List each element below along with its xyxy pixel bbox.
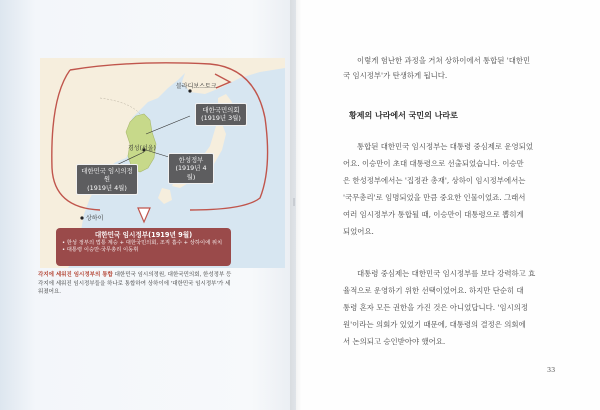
hansung-gov-box	[168, 153, 214, 184]
body-line: 서 논의되고 승인받아야 했어요.	[343, 337, 446, 346]
body-line: 원'이라는 의회가 있었기 때문에, 대통령의 결정은 의회에	[343, 320, 526, 329]
provisional-assembly-name: 대한민국 임시의정원	[81, 167, 133, 184]
hansung-gov-date: (1919년 4월)	[175, 164, 207, 181]
merged-government-title: 대한민국 임시정부(1919년 9월)	[94, 231, 193, 239]
national-assembly-name: 대한국민의회	[202, 106, 240, 114]
caption-text: 워졌어요.	[38, 289, 62, 296]
provisional-assembly-box	[76, 164, 138, 195]
intro-line: 이렇게 험난한 과정을 거쳐 상하이에서 통합된 '대한민	[357, 56, 531, 65]
vladivostok-label: 블라디보스토크	[176, 83, 217, 90]
body-line: 통합된 대한민국 임시정부는 대통령 중심제로 운영되었	[357, 142, 533, 151]
provisional-assembly-date: (1919년 4월)	[87, 183, 127, 192]
hansung-gov-name: 한성정부	[178, 156, 204, 164]
body-line: 되었어요.	[343, 227, 374, 236]
book-gutter	[290, 0, 302, 410]
page-edge-mark	[293, 198, 295, 206]
body-line: 율적으로 운영하기 위한 선택이었어요. 하지만 단순히 대	[343, 286, 524, 295]
caption-text: 각지에 세워진 임시정부들을 하나로 통합하여 상하이에 '대한민국 임시정부'가 세	[38, 280, 231, 287]
caption-highlight: 각지에 세워진 임시정부의 통합	[38, 272, 113, 278]
body-line: '국무총리'로 임명되었을 만큼 중요한 인물이었죠. 그래서	[343, 193, 526, 202]
section-heading: 황제의 나라에서 국민의 나라로	[349, 111, 458, 120]
body-line: 어요. 이승만이 초대 대통령으로 선출되었습니다. 이승만	[343, 159, 524, 168]
body-line: 은 한성정부에서는 '집정관 총재', 상하이 임시정부에서는	[343, 176, 526, 185]
caption-text: 대한민국 임시의정원, 대한국민의회, 한성정부 등	[112, 272, 232, 278]
shanghai-dot	[80, 216, 83, 219]
seoul-label: 경성(서울)	[128, 145, 156, 152]
merged-government-line: • 대통령 이승만·국무총리 이동휘	[62, 247, 139, 254]
shanghai-label: 상하이	[86, 215, 104, 222]
page-number: 33	[547, 366, 556, 374]
national-assembly-box	[195, 103, 247, 126]
intro-line: 국 임시정부'가 탄생하게 됩니다.	[343, 71, 448, 80]
map-caption	[38, 271, 288, 297]
body-line: 통령 혼자 모든 권한을 가진 것은 아니었답니다. '임시의정	[343, 303, 529, 312]
merged-government-box	[56, 228, 231, 266]
merged-government-line: • 한성 정부의 법통 계승 + 대한국민의회, 조직 흡수 + 상하이에 위치	[62, 240, 223, 246]
body-line: 여러 임시정부가 통합될 때, 이승만이 대통령으로 뽑히게	[343, 210, 524, 219]
body-line: 대통령 중심제는 대한민국 임시정부를 보다 강력하고 효	[357, 269, 536, 278]
national-assembly-date: (1919년 3월)	[201, 114, 241, 123]
